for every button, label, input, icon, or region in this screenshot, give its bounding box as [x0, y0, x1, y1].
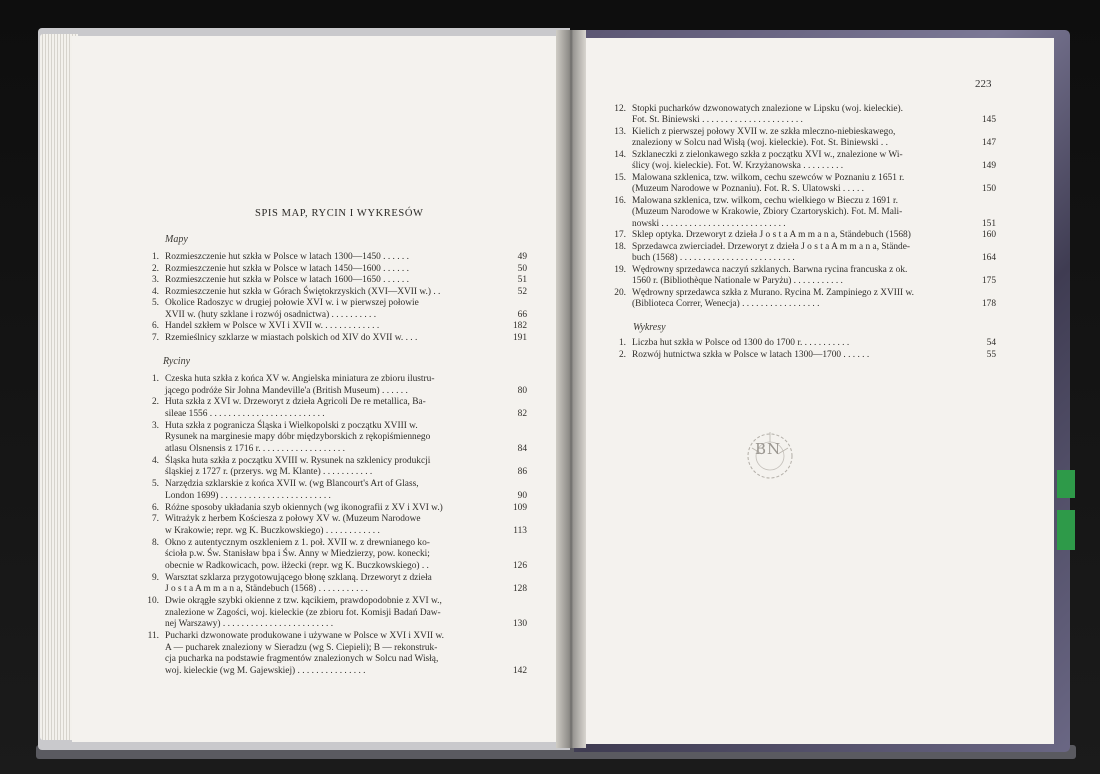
toc-entry-text: ślicy (woj. kieleckie). Fot. W. Krzyżanowska . . . . . . . . .	[632, 161, 844, 172]
toc-entry	[145, 573, 527, 596]
toc-entry-page: 82	[517, 408, 527, 419]
toc-entry	[612, 265, 996, 288]
toc-entry	[612, 127, 996, 150]
toc-entry-page: 80	[517, 385, 527, 396]
toc-entry-number: 4.	[151, 455, 159, 466]
toc-entry-page: 84	[517, 443, 527, 454]
toc-entry-number: 6.	[151, 321, 159, 331]
green-bookmark-tab	[1057, 510, 1075, 550]
toc-entry-number: 17.	[614, 230, 626, 241]
toc-entry	[145, 631, 527, 677]
toc-entry-text: Rozmieszczenie hut szkła w Polsce w latach 1450—1600 . . . . . .	[165, 263, 409, 274]
toc-entry-number: 18.	[614, 242, 626, 252]
toc-entry-page: 149	[981, 161, 996, 172]
toc-entry	[145, 456, 527, 479]
toc-entry-number: 1.	[151, 374, 159, 384]
toc-entry-number: 2.	[151, 397, 159, 408]
toc-entry-number: 11.	[147, 631, 159, 642]
toc-entry-text: (Muzeum Narodowe w Krakowie, Zbiory Czartoryskich). Fot. M. Mali-	[632, 207, 903, 218]
toc-entry-text: Różne sposoby układania szyb okiennych (wg ikonografii z XV i XVI w.)	[165, 502, 443, 513]
toc-entry-number: 19.	[614, 265, 626, 275]
toc-entry-text: buch (1568) . . . . . . . . . . . . . . . . . . . . . . . . .	[632, 253, 795, 264]
toc-entry-page: 66	[517, 309, 527, 320]
toc-entry-number: 8.	[151, 537, 159, 548]
toc-entry-page: 90	[517, 490, 527, 501]
toc-entry	[612, 173, 996, 196]
toc-entry	[145, 503, 527, 515]
toc-entry-page: 109	[512, 502, 527, 513]
toc-entry-text: Kielich z pierwszej połowy XVII w. ze szkła mleczno-niebieskawego,	[632, 127, 896, 137]
toc-entry-number: 5.	[151, 479, 159, 490]
toc-entry-text: Okno z autentycznym oszkleniem z 1. poł. XVII w. z drewnianego ko-	[165, 537, 430, 548]
toc-entry-text: A — pucharek znaleziony w Sieradzu (wg S. Ciepieli); B — rekonstruk-	[165, 642, 438, 653]
toc-entry-page: 50	[517, 263, 527, 274]
toc-entry	[145, 264, 527, 276]
toc-entry	[145, 287, 527, 299]
toc-entry-page: 86	[517, 467, 527, 478]
toc-entry-number: 7.	[151, 332, 159, 343]
toc-entry-text: Sprzedawca zwierciadeł. Drzeworyt z dzieła J o s t a A m m a n a, Stände-	[632, 242, 911, 252]
toc-entry	[145, 538, 527, 573]
toc-entry-page: 128	[512, 584, 527, 595]
toc-entry-text: Dwie okrągłe szybki okienne z tzw. kącikiem, prawdopodobnie z XVI w.,	[165, 596, 442, 607]
toc-entry	[612, 230, 996, 241]
toc-entry	[612, 242, 996, 265]
toc-entry-text: (Muzeum Narodowe w Poznaniu). Fot. R. S. Ulatowski . . . . .	[632, 184, 865, 195]
toc-entry-text: Pucharki dzwonowate produkowane i używane w Polsce w XVI i XVII w.	[165, 631, 445, 642]
toc-entry-text: Rzemieślnicy szklarze w miastach polskich od XIV do XVII w. . . .	[165, 332, 418, 343]
toc-entry	[145, 333, 527, 345]
toc-entry-text: Wędrowny sprzedawca naczyń szklanych. Barwna rycina francuska z ok.	[632, 265, 908, 275]
toc-entry-page: 151	[981, 218, 996, 229]
toc-entry-text: obecnie w Radkowicach, pow. iłżecki (repr. wg K. Buczkowskiego) . .	[165, 560, 429, 571]
toc-entry-text: ścioła p.w. Św. Stanisław bpa i Św. Anny w Miedzierzy, pow. konecki;	[165, 549, 430, 560]
toc-entry-number: 3.	[151, 420, 159, 431]
toc-entry-text: Fot. St. Biniewski . . . . . . . . . . . . . . . . . . . . . .	[632, 115, 803, 126]
toc-entry-text: Rozmieszczenie hut szkła w Polsce w latach 1300—1450 . . . . . .	[165, 252, 409, 262]
page-heading: SPIS MAP, RYCIN I WYKRESÓW	[255, 208, 424, 219]
toc-entry-text: Liczba hut szkła w Polsce od 1300 do 1700 r. . . . . . . . . . .	[632, 338, 850, 348]
section-label-maps: Mapy	[165, 234, 188, 245]
toc-entry-text: Rozmieszczenie hut szkła w Polsce w latach 1600—1650 . . . . . .	[165, 275, 409, 285]
toc-entry	[612, 104, 996, 127]
toc-entry-text: Handel szkłem w Polsce w XVI i XVII w. . . . . . . . . . . . .	[165, 321, 380, 331]
toc-entry-page: 55	[986, 349, 996, 360]
toc-entry-text: Huta szkła z XVI w. Drzeworyt z dzieła Agricoli De re metallica, Ba-	[165, 397, 426, 408]
toc-entry-number: 20.	[614, 288, 626, 298]
toc-entry-number: 1.	[618, 338, 626, 348]
toc-entry-text: nowski . . . . . . . . . . . . . . . . . . . . . . . . . . .	[632, 218, 786, 229]
toc-entry-number: 15.	[614, 173, 626, 183]
stamp-text: BN	[755, 440, 782, 458]
toc-entry-number: 16.	[614, 196, 626, 206]
toc-entry-page: 182	[512, 321, 527, 331]
toc-entry-number: 2.	[618, 349, 626, 360]
toc-entry-page: 113	[513, 525, 527, 536]
toc-entry-text: znaleziony w Solcu nad Wisłą (woj. kieleckie). Fot. St. Biniewski . .	[632, 138, 888, 149]
toc-entry-page: 145	[981, 115, 996, 126]
toc-entry-page: 54	[986, 338, 996, 348]
toc-entry-text: Rozwój hutnictwa szkła w Polsce w latach 1300—1700 . . . . . .	[632, 349, 870, 360]
toc-entry-text: XVII w. (huty szklane i rozwój osadnictwa) . . . . . . . . . .	[165, 309, 377, 320]
toc-entry-number: 6.	[151, 502, 159, 513]
toc-entry-text: śląskiej z 1727 r. (przerys. wg M. Klante) . . . . . . . . . . .	[165, 467, 373, 478]
toc-entry-text: cja pucharka na podstawie fragmentów znalezionych w Solcu nad Wisłą,	[165, 654, 439, 665]
toc-entry-text: woj. kieleckie (wg M. Gajewskiej) . . . . . . . . . . . . . . .	[165, 665, 366, 676]
section-label-charts: Wykresy	[633, 322, 666, 333]
toc-entry-page: 191	[512, 332, 527, 343]
toc-entry-text: 1560 r. (Bibliothèque Nationale w Paryżu) . . . . . . . . . . .	[632, 276, 843, 287]
toc-entry-text: sileae 1556 . . . . . . . . . . . . . . . . . . . . . . . . .	[165, 408, 325, 419]
toc-entry-text: London 1699) . . . . . . . . . . . . . . . . . . . . . . . .	[165, 490, 331, 501]
toc-entry-text: w Krakowie; repr. wg K. Buczkowskiego) . . . . . . . . . . . .	[165, 525, 380, 536]
toc-entry-text: znalezione w Zagości, woj. kieleckie (ze zbioru fot. Komisji Badań Daw-	[165, 607, 441, 618]
toc-entry-page: 51	[517, 275, 527, 285]
toc-entry	[145, 374, 527, 397]
toc-entry-text: (Biblioteca Correr, Wenecja) . . . . . . . . . . . . . . . . .	[632, 299, 820, 310]
toc-entry-text: Wędrowny sprzedawca szkła z Murano. Rycina M. Zampiniego z XVIII w.	[632, 288, 914, 298]
toc-entry	[145, 321, 527, 333]
toc-entry	[612, 288, 996, 311]
toc-entry-text: Okolice Radoszyc w drugiej połowie XVI w. i w pierwszej połowie	[165, 298, 419, 308]
toc-entry	[612, 338, 996, 350]
toc-entry-page: 164	[981, 253, 996, 264]
toc-entry-number: 10.	[147, 596, 159, 607]
toc-entry-text: Witrażyk z herbem Kościesza z połowy XV w. (Muzeum Narodowe	[165, 514, 421, 525]
toc-entry-text: Narzędzia szklarskie z końca XVII w. (wg Blancourt's Art of Glass,	[165, 479, 419, 490]
toc-entry-number: 13.	[614, 127, 626, 137]
toc-entry-page: 126	[512, 560, 527, 571]
toc-entry-text: nej Warszawy) . . . . . . . . . . . . . . . . . . . . . . . .	[165, 619, 334, 630]
toc-entry	[145, 298, 527, 321]
toc-entry-page: 175	[981, 276, 996, 287]
toc-entry-text: J o s t a A m m a n a, Ständebuch (1568) . . . . . . . . . . .	[165, 584, 368, 595]
toc-entry-text: Rozmieszczenie hut szkła w Górach Świętokrzyskich (XVI—XVII w.) . .	[165, 286, 441, 297]
toc-entry	[145, 479, 527, 502]
toc-entry-text: Szklaneczki z zielonkawego szkła z początku XVI w., znalezione w Wi-	[632, 150, 903, 160]
green-bookmark-tab	[1057, 470, 1075, 498]
toc-entry-number: 5.	[151, 298, 159, 308]
toc-entry-page: 49	[517, 252, 527, 262]
toc-entry-text: Malowana szklenica, tzw. wilkom, cechu wielkiego w Bieczu z 1691 r.	[632, 196, 898, 206]
toc-entry-text: Stopki pucharków dzwonowatych znalezione w Lipsku (woj. kieleckie).	[632, 104, 904, 114]
toc-entry-text: Sklep optyka. Drzeworyt z dzieła J o s t a A m m a n a, Ständebuch (1568)	[632, 230, 911, 241]
toc-entry-number: 2.	[151, 263, 159, 274]
toc-entry	[612, 196, 996, 230]
toc-entry-text: Huta szkła z pogranicza Śląska i Wielkopolski z początku XVIII w.	[165, 420, 418, 431]
toc-entry	[145, 421, 527, 456]
toc-entry	[145, 596, 527, 631]
toc-entry-page: 142	[512, 665, 527, 676]
toc-entry-page: 150	[981, 184, 996, 195]
toc-entry	[145, 275, 527, 287]
toc-entry-text: Warsztat szklarza przygotowującego błonę szklaną. Drzeworyt z dzieła	[165, 572, 432, 583]
toc-entry	[145, 514, 527, 537]
toc-entry-text: Rysunek na marginesie mapy dóbr międzyborskich z rękopiśmiennego	[165, 432, 431, 443]
toc-entry-text: atlasu Olsnensis z 1716 r. . . . . . . . . . . . . . . . . . .	[165, 443, 345, 454]
toc-entry-text: Malowana szklenica, tzw. wilkom, cechu szewców w Poznaniu z 1651 r.	[632, 173, 905, 183]
toc-entry	[145, 397, 527, 420]
page-number: 223	[975, 78, 992, 90]
toc-entry-page: 178	[981, 299, 996, 310]
toc-entry-text: Śląska huta szkła z początku XVIII w. Rysunek na szklenicy produkcji	[165, 455, 431, 466]
toc-entry-number: 12.	[614, 104, 626, 114]
toc-entry-number: 9.	[151, 572, 159, 583]
toc-entry-text: jącego podróże Sir Johna Mandeville'a (British Museum) . . . . . .	[165, 385, 408, 396]
toc-entry	[145, 252, 527, 264]
toc-entry	[612, 350, 996, 362]
toc-entry	[612, 150, 996, 173]
toc-entry-number: 14.	[614, 150, 626, 160]
toc-entry-page: 160	[981, 230, 996, 241]
toc-entry-number: 4.	[151, 286, 159, 297]
toc-entry-number: 1.	[151, 252, 159, 262]
toc-entry-page: 147	[981, 138, 996, 149]
toc-entry-number: 7.	[151, 514, 159, 525]
toc-entry-text: Czeska huta szkła z końca XV w. Angielska miniatura ze zbioru ilustru-	[165, 374, 435, 384]
section-label-plates: Ryciny	[163, 356, 191, 367]
toc-entry-number: 3.	[151, 275, 159, 285]
toc-entry-page: 130	[512, 619, 527, 630]
toc-entry-page: 52	[517, 286, 527, 297]
book-gutter	[556, 30, 586, 748]
